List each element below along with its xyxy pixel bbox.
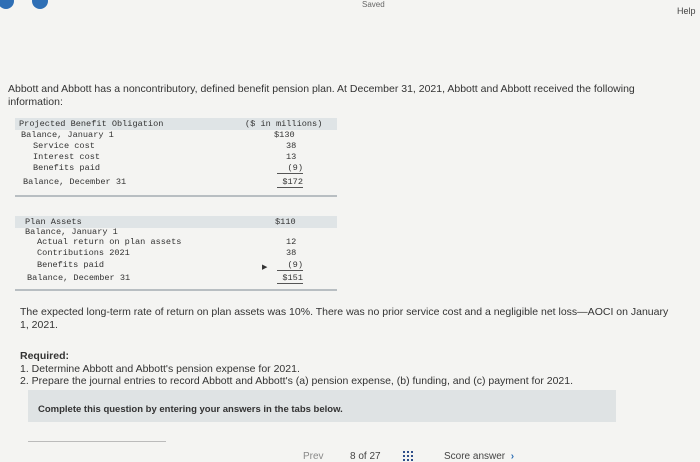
pbo-label: Service cost xyxy=(33,141,95,151)
plan-title: Plan Assets xyxy=(25,217,82,227)
plan-value: $110 xyxy=(275,217,296,227)
score-answer-button[interactable] xyxy=(444,451,514,462)
plan-divider xyxy=(15,289,337,291)
intro-text: Abbott and Abbott has a noncontributory, defined benefit pension plan. At December 31, 2021, Abbott and Abbott received the following information: xyxy=(8,83,635,108)
help-link[interactable]: Help xyxy=(677,6,696,16)
plan-label: Benefits paid xyxy=(37,260,105,270)
instruction-box xyxy=(28,390,616,422)
pbo-title: Projected Benefit Obligation xyxy=(19,119,164,129)
plan-label: Balance, December 31 xyxy=(27,273,131,283)
pbo-value: $172 xyxy=(277,177,303,188)
pbo-value: 38 xyxy=(286,141,297,151)
plan-value: (9) xyxy=(277,260,303,271)
page-indicator: 8 of 27 xyxy=(350,451,381,462)
cursor-arrow-icon: ▶ xyxy=(262,264,268,271)
plan-label: Balance, January 1 xyxy=(25,227,118,237)
pbo-unit: ($ in millions) xyxy=(245,119,323,129)
required-title: Required: xyxy=(20,350,70,362)
plan-value: 12 xyxy=(286,237,297,247)
expected-return-text: The expected long-term rate of return on plan assets was 10%. There was no prior service cost and a negligible net loss—AOCI on January 1, 2021. xyxy=(20,306,669,331)
saved-status: Saved xyxy=(362,0,385,9)
score-answer-label: Score answer xyxy=(444,451,506,462)
plan-value: $151 xyxy=(277,273,303,284)
pbo-label: Balance, January 1 xyxy=(21,130,114,140)
prev-button[interactable]: Prev xyxy=(303,451,324,462)
pbo-value: $130 xyxy=(274,130,295,140)
pbo-label: Balance, December 31 xyxy=(23,177,127,187)
pbo-label: Benefits paid xyxy=(33,163,101,173)
chevron-right-icon: › xyxy=(507,451,515,462)
instruction-text: Complete this question by entering your answers in the tabs below. xyxy=(38,404,343,415)
plan-label: Contributions 2021 xyxy=(37,248,130,258)
pbo-divider xyxy=(15,195,337,197)
pbo-label: Interest cost xyxy=(33,152,101,162)
top-bar xyxy=(0,0,700,16)
required-item: 1. Determine Abbott and Abbott's pension expense for 2021. xyxy=(20,362,300,375)
required-section xyxy=(20,350,670,388)
pbo-value: 13 xyxy=(286,152,297,162)
pbo-value: (9) xyxy=(277,163,303,174)
grid-icon[interactable] xyxy=(403,451,415,461)
tab-underline xyxy=(28,441,166,442)
plan-value: 38 xyxy=(286,248,297,258)
nav-forward-icon[interactable] xyxy=(32,0,48,9)
plan-label: Actual return on plan assets xyxy=(37,237,182,247)
nav-back-icon[interactable] xyxy=(0,0,14,9)
required-item: 2. Prepare the journal entries to record Abbott and Abbott's (a) pension expense, (b) funding, and (c) payment for 2021. xyxy=(20,375,574,387)
